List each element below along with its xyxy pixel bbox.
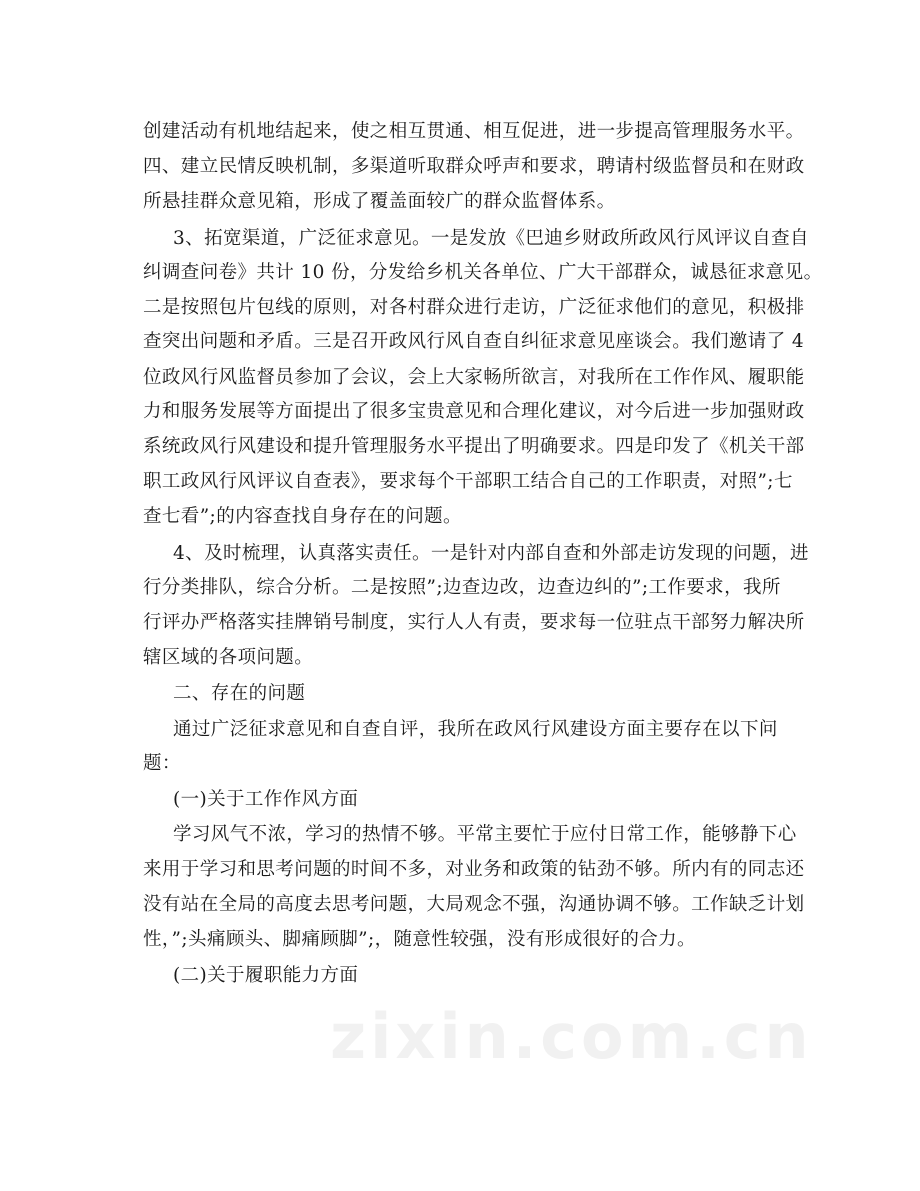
text-line: 辖区域的各项问题。 bbox=[143, 647, 314, 668]
subsection-heading: (二)关于履职能力方面 bbox=[173, 965, 359, 986]
text-line: 行分类排队，综合分析。二是按照”;边查边改，边查边纠的”;工作要求，我所 bbox=[143, 577, 781, 598]
text-line: 纠调查问卷》共计 10 份，分发给乡机关各单位、广大干部群众，诚恳征求意见。 bbox=[143, 262, 823, 283]
text-line: 性，”;头痛顾头、脚痛顾脚”;，随意性较强，没有形成很好的合力。 bbox=[143, 929, 696, 950]
text-line: 职工政风行风评议自查表》，要求每个干部职工结合自己的工作职责，对照”;七 bbox=[143, 471, 793, 492]
text-line: 题： bbox=[143, 753, 181, 774]
text-line: 行评办严格落实挂牌销号制度，实行人人有责，要求每一位驻点干部努力解决所 bbox=[143, 612, 805, 633]
paragraph-start-line: 4、及时梳理，认真落实责任。一是针对内部自查和外部走访发现的问题，进 bbox=[173, 543, 809, 564]
paragraph-start-line: 学习风气不浓，学习的热情不够。平常主要忙于应付日常工作，能够静下心 bbox=[173, 824, 797, 845]
text-line: 来用于学习和思考问题的时间不多，对业务和政策的钻劲不够。所内有的同志还 bbox=[143, 859, 805, 880]
text-line: 查七看”;的内容查找自身存在的问题。 bbox=[143, 506, 462, 527]
text-line: 创建活动有机地结起来，使之相互贯通、相互促进，进一步提高管理服务水平。 bbox=[143, 121, 805, 142]
text-line: 四、建立民情反映机制，多渠道听取群众呼声和要求，聘请村级监督员和在财政 bbox=[143, 156, 805, 177]
text-line: 查突出问题和矛盾。三是召开政风行风自查自纠征求意见座谈会。我们邀请了 4 bbox=[143, 331, 805, 352]
section-heading: 二、存在的问题 bbox=[173, 683, 306, 704]
text-line: 系统政风行风建设和提升管理服务水平提出了明确要求。四是印发了《机关干部 bbox=[143, 436, 805, 457]
watermark: zixin.com.cn bbox=[330, 1000, 813, 1073]
paragraph-start-line: 3、拓宽渠道，广泛征求意见。一是发放《巴迪乡财政所政风行风评议自查自 bbox=[173, 228, 809, 249]
text-line: 二是按照包片包线的原则，对各村群众进行走访，广泛征求他们的意见，积极排 bbox=[143, 297, 805, 318]
text-line: 所悬挂群众意见箱，形成了覆盖面较广的群众监督体系。 bbox=[143, 191, 616, 212]
subsection-heading: (一)关于工作作风方面 bbox=[173, 789, 359, 810]
paragraph-start-line: 通过广泛征求意见和自查自评，我所在政风行风建设方面主要存在以下问 bbox=[173, 719, 778, 740]
text-line: 没有站在全局的高度去思考问题，大局观念不强，沟通协调不够。工作缺乏计划 bbox=[143, 894, 805, 915]
text-line: 位政风行风监督员参加了会议，会上大家畅所欲言，对我所在工作作风、履职能 bbox=[143, 367, 805, 388]
text-line: 力和服务发展等方面提出了很多宝贵意见和合理化建议，对今后进一步加强财政 bbox=[143, 401, 805, 422]
